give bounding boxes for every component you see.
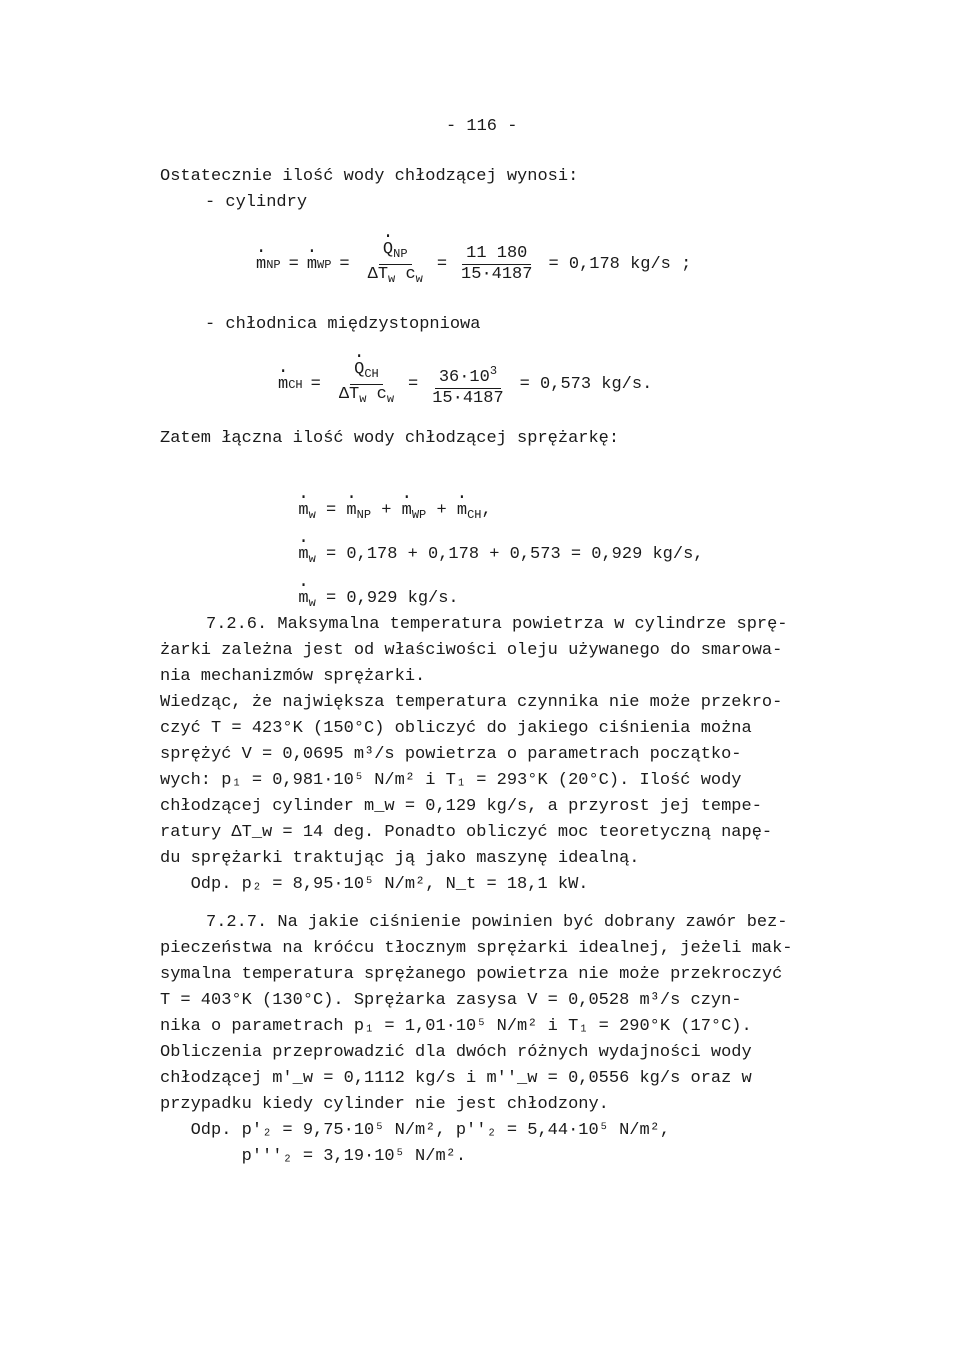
- eq-np-eq1: =: [288, 254, 299, 274]
- eq-ch-result: = 0,573 kg/s.: [519, 374, 653, 394]
- eq-ch-eq1: =: [310, 374, 321, 394]
- eq-np-eq3: =: [436, 254, 448, 274]
- eq-ch-fraction-2: $\frac{36\cdot 10^3}{15\cdot 4187}$: [428, 361, 507, 409]
- problem-726-line: 7.2.6. Maksymalna temperatura powietrza w cylindrze sprę-: [206, 615, 788, 634]
- eq-np-fraction-1: · $\frac{Q_{NP}}{\Delta T_w c_w}$: [364, 240, 427, 289]
- problem-727-line: 7.2.7. Na jakie ciśnienie powinien być dobrany zawór bez-: [206, 913, 788, 932]
- eq-np-fraction-2: $\frac{11 180}{15\cdot 4187}$: [461, 244, 533, 284]
- problem-727-line: symalna temperatura sprężanego powietrza nie może przekroczyć: [160, 965, 783, 984]
- equation-final: · $m_w = 0,929$ kg/s.: [278, 566, 459, 614]
- problem-7-2-7: [160, 910, 820, 1170]
- bullet-cylinders: - cylindry: [205, 193, 308, 212]
- problem-727-line: T = 403°K (130°C). Sprężarka zasysa V = 0,0528 m³/s czyn-: [160, 991, 742, 1010]
- eq-np-lhs-sub: NP: [266, 257, 281, 272]
- eq-np-eq2: =: [339, 254, 350, 274]
- problem-726-line: wych: p₁ = 0,981·10⁵ N/m² i T₁ = 293°K (20°C). Ilość wody: [160, 771, 742, 790]
- problem-727-line: przypadku kiedy cylinder nie jest chłodzony.: [160, 1095, 609, 1114]
- problem-726-line: czyć T = 423°K (150°C) obliczyć do jakiego ciśnienia można: [160, 719, 752, 738]
- equation-m-ch: [278, 360, 652, 409]
- problem-726-line: Wiedząc, że największa temperatura czynnika nie może przekro-: [160, 693, 783, 712]
- problem-726-line: nia mechanizmów sprężarki.: [160, 667, 426, 686]
- problem-726-answer: Odp. p₂ = 8,95·10⁵ N/m², N_t = 18,1 kW.: [160, 875, 589, 894]
- equation-m-np: [256, 240, 691, 289]
- eq-ch-lhs-sub: CH: [288, 377, 303, 392]
- eq-np-m2-sub: WP: [317, 257, 332, 272]
- problem-727-answer: p'''₂ = 3,19·10⁵ N/m².: [160, 1147, 467, 1166]
- eq-np-m2: · m: [307, 255, 317, 275]
- problem-726-line: sprężyć V = 0,0695 m³/s powietrza o parametrach początko-: [160, 745, 742, 764]
- problem-726-line: żarki zależna jest od właściwości oleju używanego do smarowa-: [160, 641, 783, 660]
- problem-7-2-6: [160, 612, 820, 898]
- eq-ch-eq2: =: [408, 374, 419, 394]
- problem-726-line: chłodzącej cylinder m_w = 0,129 kg/s, a przyrost jej tempe-: [160, 797, 762, 816]
- problem-727-line: nika o parametrach p₁ = 1,01·10⁵ N/m² i T₁ = 290°K (17°C).: [160, 1017, 752, 1036]
- total-intro: Zatem łączna ilość wody chłodzącej sprężarkę:: [160, 429, 620, 448]
- equation-sum: · $m_w$ = · $m_{NP}$ + · $m_{WP}$ + · $m_{CH}$,: [278, 478, 492, 526]
- page-number: - 116 -: [446, 117, 518, 136]
- problem-726-line: du sprężarki traktując ją jako maszynę idealną.: [160, 849, 640, 868]
- problem-727-line: pieczeństwa na króćcu tłocznym sprężarki idealnej, jeżeli mak-: [160, 939, 793, 958]
- problem-727-line: chłodzącej m'_w = 0,1112 kg/s i m''_w = 0,0556 kg/s oraz w: [160, 1069, 752, 1088]
- problem-727-answer: Odp. p'₂ = 9,75·10⁵ N/m², p''₂ = 5,44·10⁵ N/m²,: [160, 1121, 671, 1140]
- intro-text: Ostatecznie ilość wody chłodzącej wynosi:: [160, 167, 579, 186]
- eq-ch-fraction-1: · $\frac{Q_{CH}}{\Delta T_w c_w}$: [335, 360, 398, 409]
- bullet-cooler: - chłodnica międzystopniowa: [205, 315, 481, 334]
- equation-sum-values: · $m_w = 0,178 + 0,178 + 0,573 = 0,929$ kg/s,: [278, 522, 703, 570]
- eq-np-result: = 0,178 kg/s ;: [548, 254, 692, 274]
- problem-726-line: ratury ΔT_w = 14 deg. Ponadto obliczyć moc teoretyczną napę-: [160, 823, 773, 842]
- eq-np-lhs: · m: [256, 255, 266, 275]
- eq-ch-lhs: · m: [278, 375, 288, 395]
- problem-727-line: Obliczenia przeprowadzić dla dwóch różnych wydajności wody: [160, 1043, 752, 1062]
